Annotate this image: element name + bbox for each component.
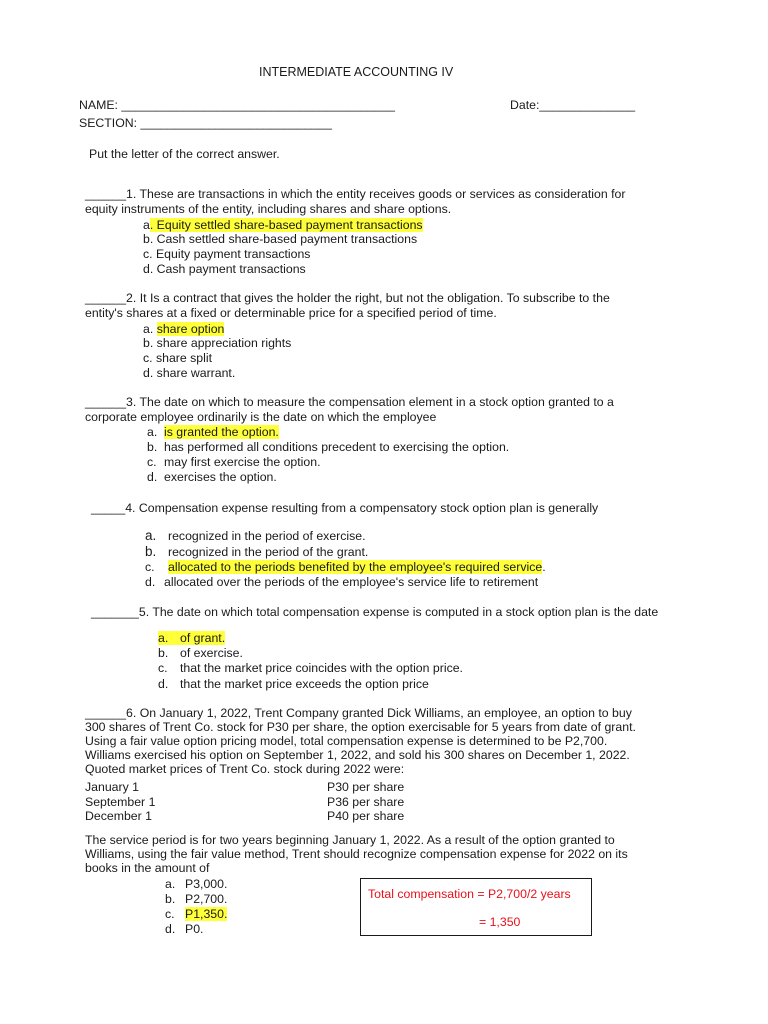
- question-6: [85, 706, 685, 776]
- option-letter: a.: [158, 631, 169, 645]
- option-letter: c.: [158, 661, 168, 675]
- option-text: exercises the option.: [164, 470, 277, 484]
- option-text: has performed all conditions precedent to exercising the option.: [164, 440, 510, 454]
- question-4-option-b: [145, 544, 368, 560]
- question-2: [85, 291, 685, 321]
- page-title: INTERMEDIATE ACCOUNTING IV: [259, 65, 454, 79]
- option-letter: b.: [147, 440, 158, 454]
- question-1-line-1: ______1. These are transactions in which the entity receives goods or services as consideration for: [85, 187, 626, 201]
- price-date-3: December 1: [85, 809, 152, 823]
- option-letter: d.: [158, 677, 169, 691]
- option-text: that the market price exceeds the option price: [180, 677, 429, 691]
- option-letter: b.: [158, 646, 169, 660]
- price-date-2: September 1: [85, 795, 156, 809]
- question-1-option-a: [143, 218, 423, 233]
- question-5-option-d: [158, 677, 429, 692]
- question-6-option-a: [165, 877, 227, 892]
- option-text: P3,000.: [185, 877, 228, 891]
- question-4: _____4. Compensation expense resulting from a compensatory stock option plan is generally: [91, 501, 599, 515]
- option-text: of exercise.: [180, 646, 243, 660]
- option-text: recognized in the period of the grant.: [168, 545, 369, 559]
- question-1-option-b: b. Cash settled share-based payment transactions: [143, 232, 418, 246]
- option-letter: a.: [147, 425, 158, 439]
- option-letter: b.: [145, 544, 157, 559]
- question-1: [85, 187, 685, 217]
- question-5-option-c: [158, 661, 463, 676]
- question-3-option-d: [147, 470, 277, 485]
- highlighted-answer: is granted the option.: [164, 425, 279, 439]
- question-2-line-2: entity's shares at a fixed or determinable price for a specified period of time.: [85, 306, 497, 320]
- option-letter: c.: [145, 560, 155, 574]
- question-3-line-2: corporate employee ordinarily is the date on which the employee: [85, 410, 437, 424]
- price-value-2: P36 per share: [327, 795, 405, 809]
- price-date-1: January 1: [85, 780, 140, 794]
- question-6-option-c: [165, 907, 227, 922]
- option-text: that the market price coincides with the option price.: [180, 661, 463, 675]
- question-6-followup-line-2: Williams, using the fair value method, Trent should recognize compensation expense for 2022 on its: [85, 847, 628, 861]
- option-letter: a.: [165, 877, 176, 891]
- question-6-followup-line-1: The service period is for two years beginning January 1, 2022. As a result of the option granted to: [85, 833, 615, 847]
- highlighted-answer: P1,350.: [185, 907, 228, 921]
- option-text: of grant.: [180, 631, 226, 645]
- highlighted-answer: allocated to the periods benefited by the employee's required service: [168, 560, 543, 574]
- price-value-3: P40 per share: [327, 809, 405, 823]
- option-letter: c.: [147, 455, 157, 469]
- question-2-option-a: [143, 322, 224, 337]
- question-2-option-b: b. share appreciation rights: [143, 336, 292, 350]
- solution-note-line-2: = 1,350: [479, 915, 521, 929]
- instructions: Put the letter of the correct answer.: [89, 147, 280, 161]
- highlighted-answer: [158, 631, 225, 645]
- question-6-line-1: ______6. On January 1, 2022, Trent Company granted Dick Williams, an employee, an option to buy: [85, 706, 632, 720]
- question-1-option-d: d. Cash payment transactions: [143, 262, 306, 276]
- question-5-option-b: [158, 646, 243, 661]
- question-2-option-d: d. share warrant.: [143, 366, 236, 380]
- question-3-line-1: ______3. The date on which to measure the compensation element in a stock option granted to a: [85, 395, 614, 409]
- question-5-option-a: [158, 631, 225, 646]
- section-field-label: SECTION: ____________________________: [79, 116, 332, 130]
- question-6-line-2: 300 shares of Trent Co. stock for P30 per share, the option exercisable for 5 years from date of grant.: [85, 720, 636, 734]
- question-4-option-c: [145, 560, 546, 575]
- option-suffix: .: [542, 560, 546, 574]
- date-field-label: Date:______________: [510, 98, 636, 112]
- option-letter: d.: [165, 922, 176, 936]
- question-2-option-c: c. share split: [143, 351, 213, 365]
- question-6-line-3: Using a fair value option pricing model, total compensation expense is determined to be P2,700.: [85, 734, 608, 748]
- solution-note-box: [360, 878, 592, 936]
- highlighted-answer: . Equity settled share-based payment transactions: [149, 218, 423, 232]
- option-text: allocated over the periods of the employee's service life to retirement: [164, 575, 539, 589]
- price-value-1: P30 per share: [327, 780, 405, 794]
- question-4-option-a: [145, 528, 366, 544]
- solution-note-line-1: Total compensation = P2,700/2 years: [368, 887, 571, 901]
- option-text: P0.: [185, 922, 204, 936]
- name-field-label: NAME: ________________________________________: [79, 98, 395, 112]
- question-3-option-a: [147, 425, 279, 440]
- question-1-line-2: equity instruments of the entity, including shares and share options.: [85, 202, 452, 216]
- question-3-option-c: [147, 455, 321, 470]
- question-6-line-5: Quoted market prices of Trent Co. stock during 2022 were:: [85, 762, 405, 776]
- question-5: _______5. The date on which total compensation expense is computed in a stock option plan is the date: [91, 605, 659, 619]
- question-6-option-b: [165, 892, 227, 907]
- question-6-followup: [85, 833, 685, 875]
- option-text: recognized in the period of exercise.: [168, 529, 366, 543]
- option-letter: a: [143, 218, 150, 232]
- highlighted-answer: share option: [156, 322, 225, 336]
- option-text: P2,700.: [185, 892, 228, 906]
- option-letter: b.: [165, 892, 176, 906]
- option-letter: d.: [147, 470, 158, 484]
- question-6-line-4: Williams exercised his option on September 1, 2022, and sold his 300 shares on December 1, 2022.: [85, 748, 630, 762]
- question-4-option-d: [145, 575, 538, 590]
- question-1-option-c: c. Equity payment transactions: [143, 247, 311, 261]
- option-letter: d.: [145, 575, 156, 589]
- option-text: may first exercise the option.: [164, 455, 321, 469]
- question-2-line-1: ______2. It Is a contract that gives the holder the right, but not the obligation. To subscribe to the: [85, 291, 610, 305]
- option-letter: a.: [143, 322, 157, 336]
- option-letter: a.: [145, 528, 157, 543]
- question-3-option-b: [147, 440, 509, 455]
- question-3: [85, 395, 685, 425]
- question-6-option-d: [165, 922, 203, 937]
- option-letter: c.: [165, 907, 175, 921]
- question-6-followup-line-3: books in the amount of: [85, 861, 210, 875]
